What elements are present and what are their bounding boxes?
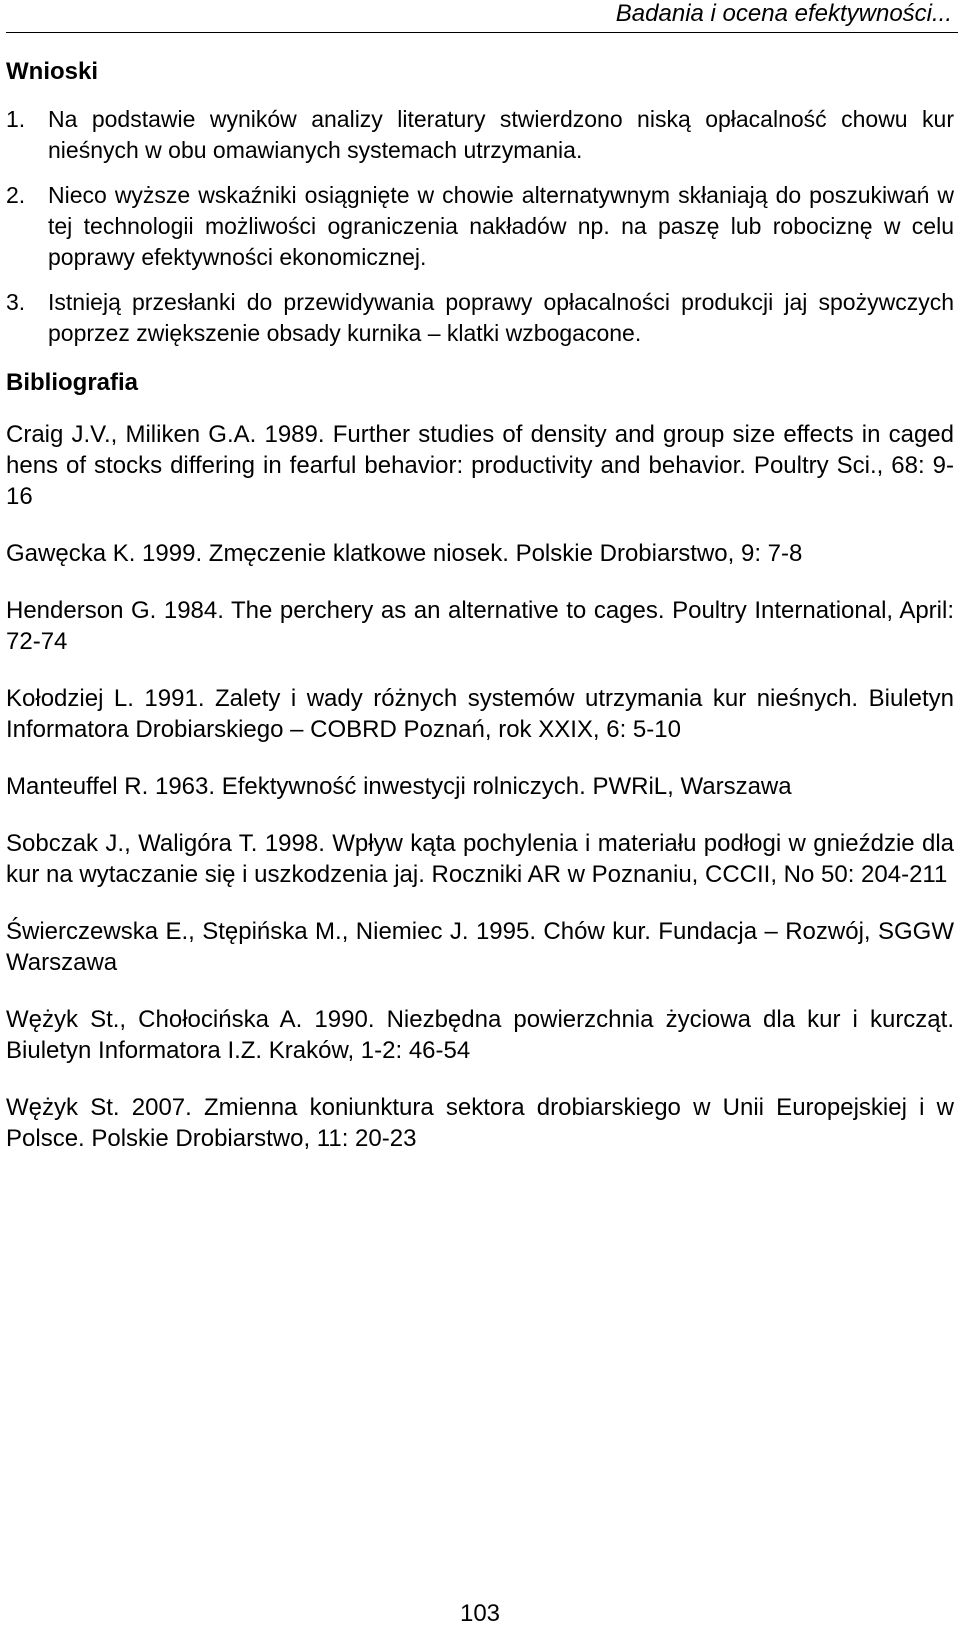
reference-item: Craig J.V., Miliken G.A. 1989. Further studies of density and group size effects in caged hens of stocks differing in fearful behavior: productivity and behavior. Poultry Sci., 68: 9-16: [6, 421, 954, 510]
page-content: [6, 58, 954, 1180]
reference-item: Gawęcka K. 1999. Zmęczenie klatkowe niosek. Polskie Drobiarstwo, 9: 7-8: [6, 540, 803, 567]
page-number: 103: [459, 1600, 501, 1627]
conclusions-heading: Wnioski: [6, 58, 99, 85]
conclusions-list: [6, 104, 954, 349]
reference-item: Kołodziej L. 1991. Zalety i wady różnych systemów utrzymania kur nieśnych. Biuletyn Informatora Drobiarskiego – COBRD Poznań, rok XXIX, 6: 5-10: [6, 685, 954, 743]
running-title: Badania i ocena efektywności...: [615, 0, 952, 27]
conclusion-number: 1.: [6, 106, 26, 132]
conclusion-item: [6, 104, 954, 166]
conclusion-text: Istnieją przesłanki do przewidywania poprawy opłacalności produkcji jaj spożywczych poprzez zwiększenie obsady kurnika – klatki wzbogacone.: [48, 289, 954, 346]
reference-item: Manteuffel R. 1963. Efektywność inwestycji rolniczych. PWRiL, Warszawa: [6, 773, 792, 800]
conclusion-number: 3.: [6, 289, 26, 315]
reference-item: Świerczewska E., Stępińska M., Niemiec J. 1995. Chów kur. Fundacja – Rozwój, SGGW Warszawa: [6, 918, 954, 976]
running-header: [6, 0, 958, 33]
conclusion-item: [6, 287, 954, 349]
conclusion-item: [6, 180, 954, 273]
reference-item: Wężyk St. 2007. Zmienna koniunktura sektora drobiarskiego w Unii Europejskiej i w Polsce. Polskie Drobiarstwo, 11: 20-23: [6, 1094, 954, 1152]
conclusion-number: 2.: [6, 182, 26, 208]
reference-list: [6, 419, 954, 1154]
reference-item: Henderson G. 1984. The perchery as an alternative to cages. Poultry International, April: 72-74: [6, 597, 954, 655]
reference-item: Wężyk St., Chołocińska A. 1990. Niezbędna powierzchnia życiowa dla kur i kurcząt. Biuletyn Informatora I.Z. Kraków, 1-2: 46-54: [6, 1006, 954, 1064]
conclusion-text: Na podstawie wyników analizy literatury stwierdzono niską opłacalność chowu kur nieśnych w obu omawianych systemach utrzymania.: [48, 106, 954, 163]
conclusion-text: Nieco wyższe wskaźniki osiągnięte w chowie alternatywnym skłaniają do poszukiwań w tej technologii możliwości ograniczenia nakładów np. na paszę lub robociznę w celu poprawy efektywności ekonomicznej.: [48, 182, 954, 270]
reference-item: Sobczak J., Waligóra T. 1998. Wpływ kąta pochylenia i materiału podłogi w gnieździe dla kur na wytaczanie się i uszkodzenia jaj. Roczniki AR w Poznaniu, CCCII, No 50: 204-211: [6, 830, 954, 888]
bibliography-heading: Bibliografia: [6, 369, 139, 396]
